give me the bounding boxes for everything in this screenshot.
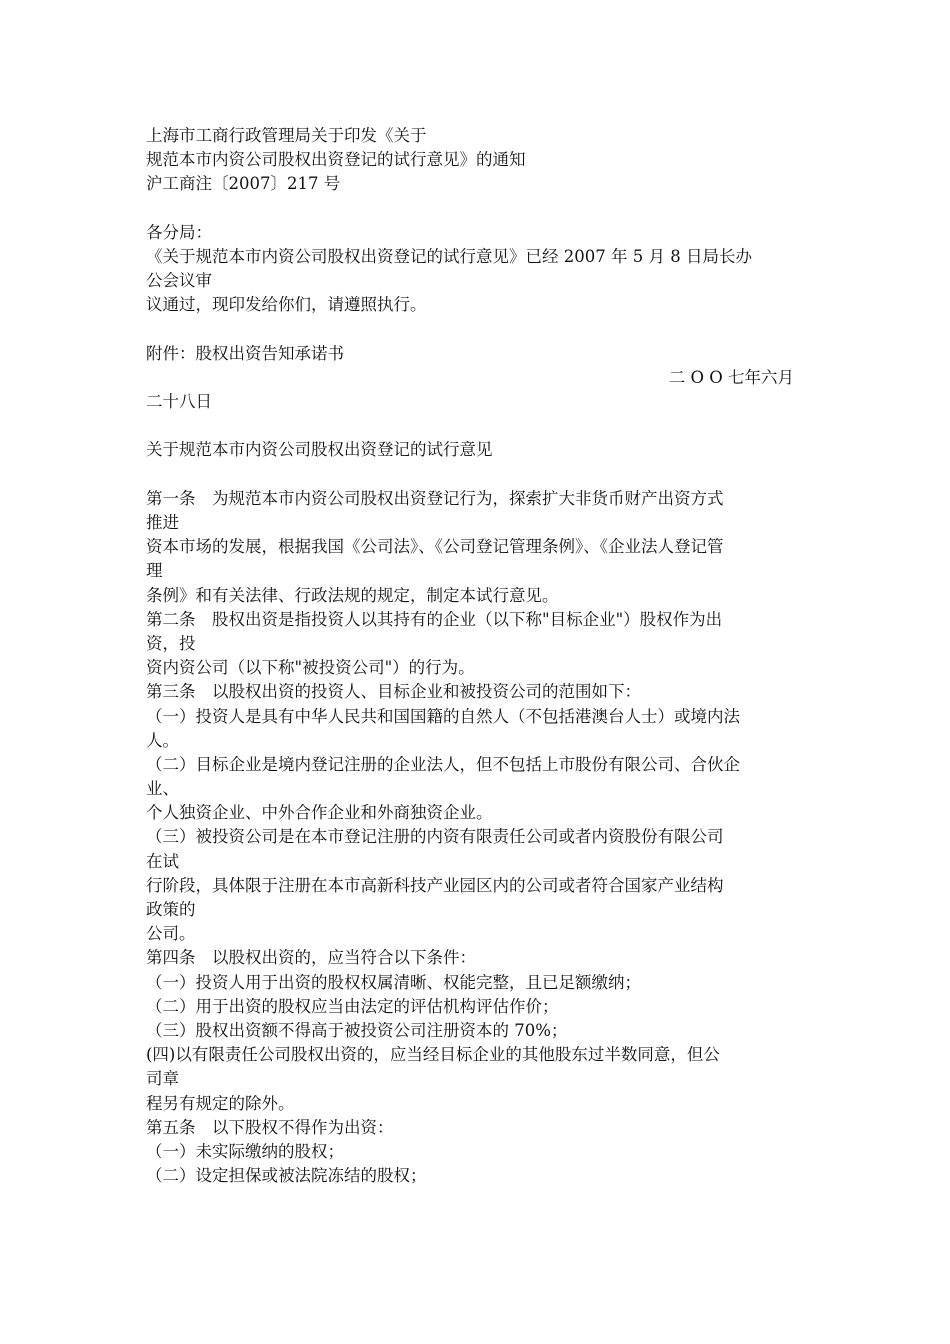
- body-line: 程另有规定的除外。: [146, 1093, 295, 1113]
- body-line: 资内资公司（以下称"被投资公司"）的行为。: [146, 658, 475, 678]
- body-line: （二）用于出资的股权应当由法定的评估机构评估作价；: [146, 996, 559, 1016]
- opinion-body: [146, 487, 814, 1188]
- document-number: 沪工商注〔2007〕217 号: [146, 174, 341, 194]
- body-line: 个人独资企业、中外合作企业和外商独资企业。: [146, 803, 493, 823]
- body-line: 政策的: [146, 900, 196, 919]
- body-line: （一）投资人用于出资的股权权属清晰、权能完整，且已足额缴纳；: [146, 972, 641, 992]
- body-line: （二）目标企业是境内登记注册的企业法人，但不包括上市股份有限公司、合伙企: [146, 754, 740, 774]
- body-line: 司章: [146, 1069, 179, 1089]
- body-line: （二）设定担保或被法院冻结的股权；: [146, 1166, 427, 1186]
- body-line: 条例》和有关法律、行政法规的规定，制定本试行意见。: [146, 585, 559, 605]
- body-line: 资本市场的发展，根据我国《公司法》、《公司登记管理条例》、《企业法人登记管: [146, 537, 724, 557]
- body-line: 人。: [146, 730, 179, 750]
- notice-line-3: 议通过，现印发给你们，请遵照执行。: [146, 295, 427, 315]
- opinion-title: 关于规范本市内资公司股权出资登记的试行意见: [146, 440, 493, 460]
- body-line: （三）股权出资额不得高于被投资公司注册资本的 70%；: [146, 1020, 568, 1040]
- body-line: （一）未实际缴纳的股权；: [146, 1141, 344, 1161]
- body-line: 公司。: [146, 924, 196, 944]
- notice-line-2: 公会议审: [146, 271, 212, 291]
- notice-line-1: 《关于规范本市内资公司股权出资登记的试行意见》已经 2007 年 5 月 8 日局长办: [146, 246, 752, 266]
- blank-line: [146, 318, 814, 342]
- body-line: 第三条 以股权出资的投资人、目标企业和被投资公司的范围如下：: [146, 682, 641, 702]
- blank-line: [146, 414, 814, 438]
- body-line: 第二条 股权出资是指投资人以其持有的企业（以下称"目标企业"）股权作为出: [146, 609, 723, 629]
- title-line-2: 规范本市内资公司股权出资登记的试行意见》的通知: [146, 150, 526, 170]
- body-line: 理: [146, 561, 163, 581]
- title-line-1: 上海市工商行政管理局关于印发《关于: [146, 126, 427, 145]
- blank-line: [146, 463, 814, 487]
- body-line: （三）被投资公司是在本市登记注册的内资有限责任公司或者内资股份有限公司: [146, 827, 724, 847]
- body-line: 推进: [146, 513, 179, 532]
- body-line: 在试: [146, 851, 179, 871]
- date-line-2: 二十八日: [146, 392, 212, 412]
- body-line: 行阶段，具体限于注册在本市高新科技产业园区内的公司或者符合国家产业结构: [146, 875, 724, 895]
- addressee: 各分局：: [146, 222, 212, 242]
- body-line: 资，投: [146, 633, 196, 653]
- body-line: 业、: [146, 779, 179, 799]
- date-line-1: 二 O O 七年六月: [668, 367, 794, 387]
- body-line: 第五条 以下股权不得作为出资：: [146, 1117, 394, 1137]
- document-page: [146, 124, 814, 1188]
- body-line: （一）投资人是具有中华人民共和国国籍的自然人（不包括港澳台人士）或境内法: [146, 706, 740, 726]
- body-line: 第四条 以股权出资的，应当符合以下条件：: [146, 948, 476, 968]
- blank-line: [146, 197, 814, 221]
- body-line: 第一条 为规范本市内资公司股权出资登记行为，探索扩大非货币财产出资方式: [146, 488, 724, 508]
- body-line: (四)以有限责任公司股权出资的，应当经目标企业的其他股东过半数同意，但公: [146, 1045, 720, 1065]
- attachment-line: 附件：股权出资告知承诺书: [146, 343, 344, 363]
